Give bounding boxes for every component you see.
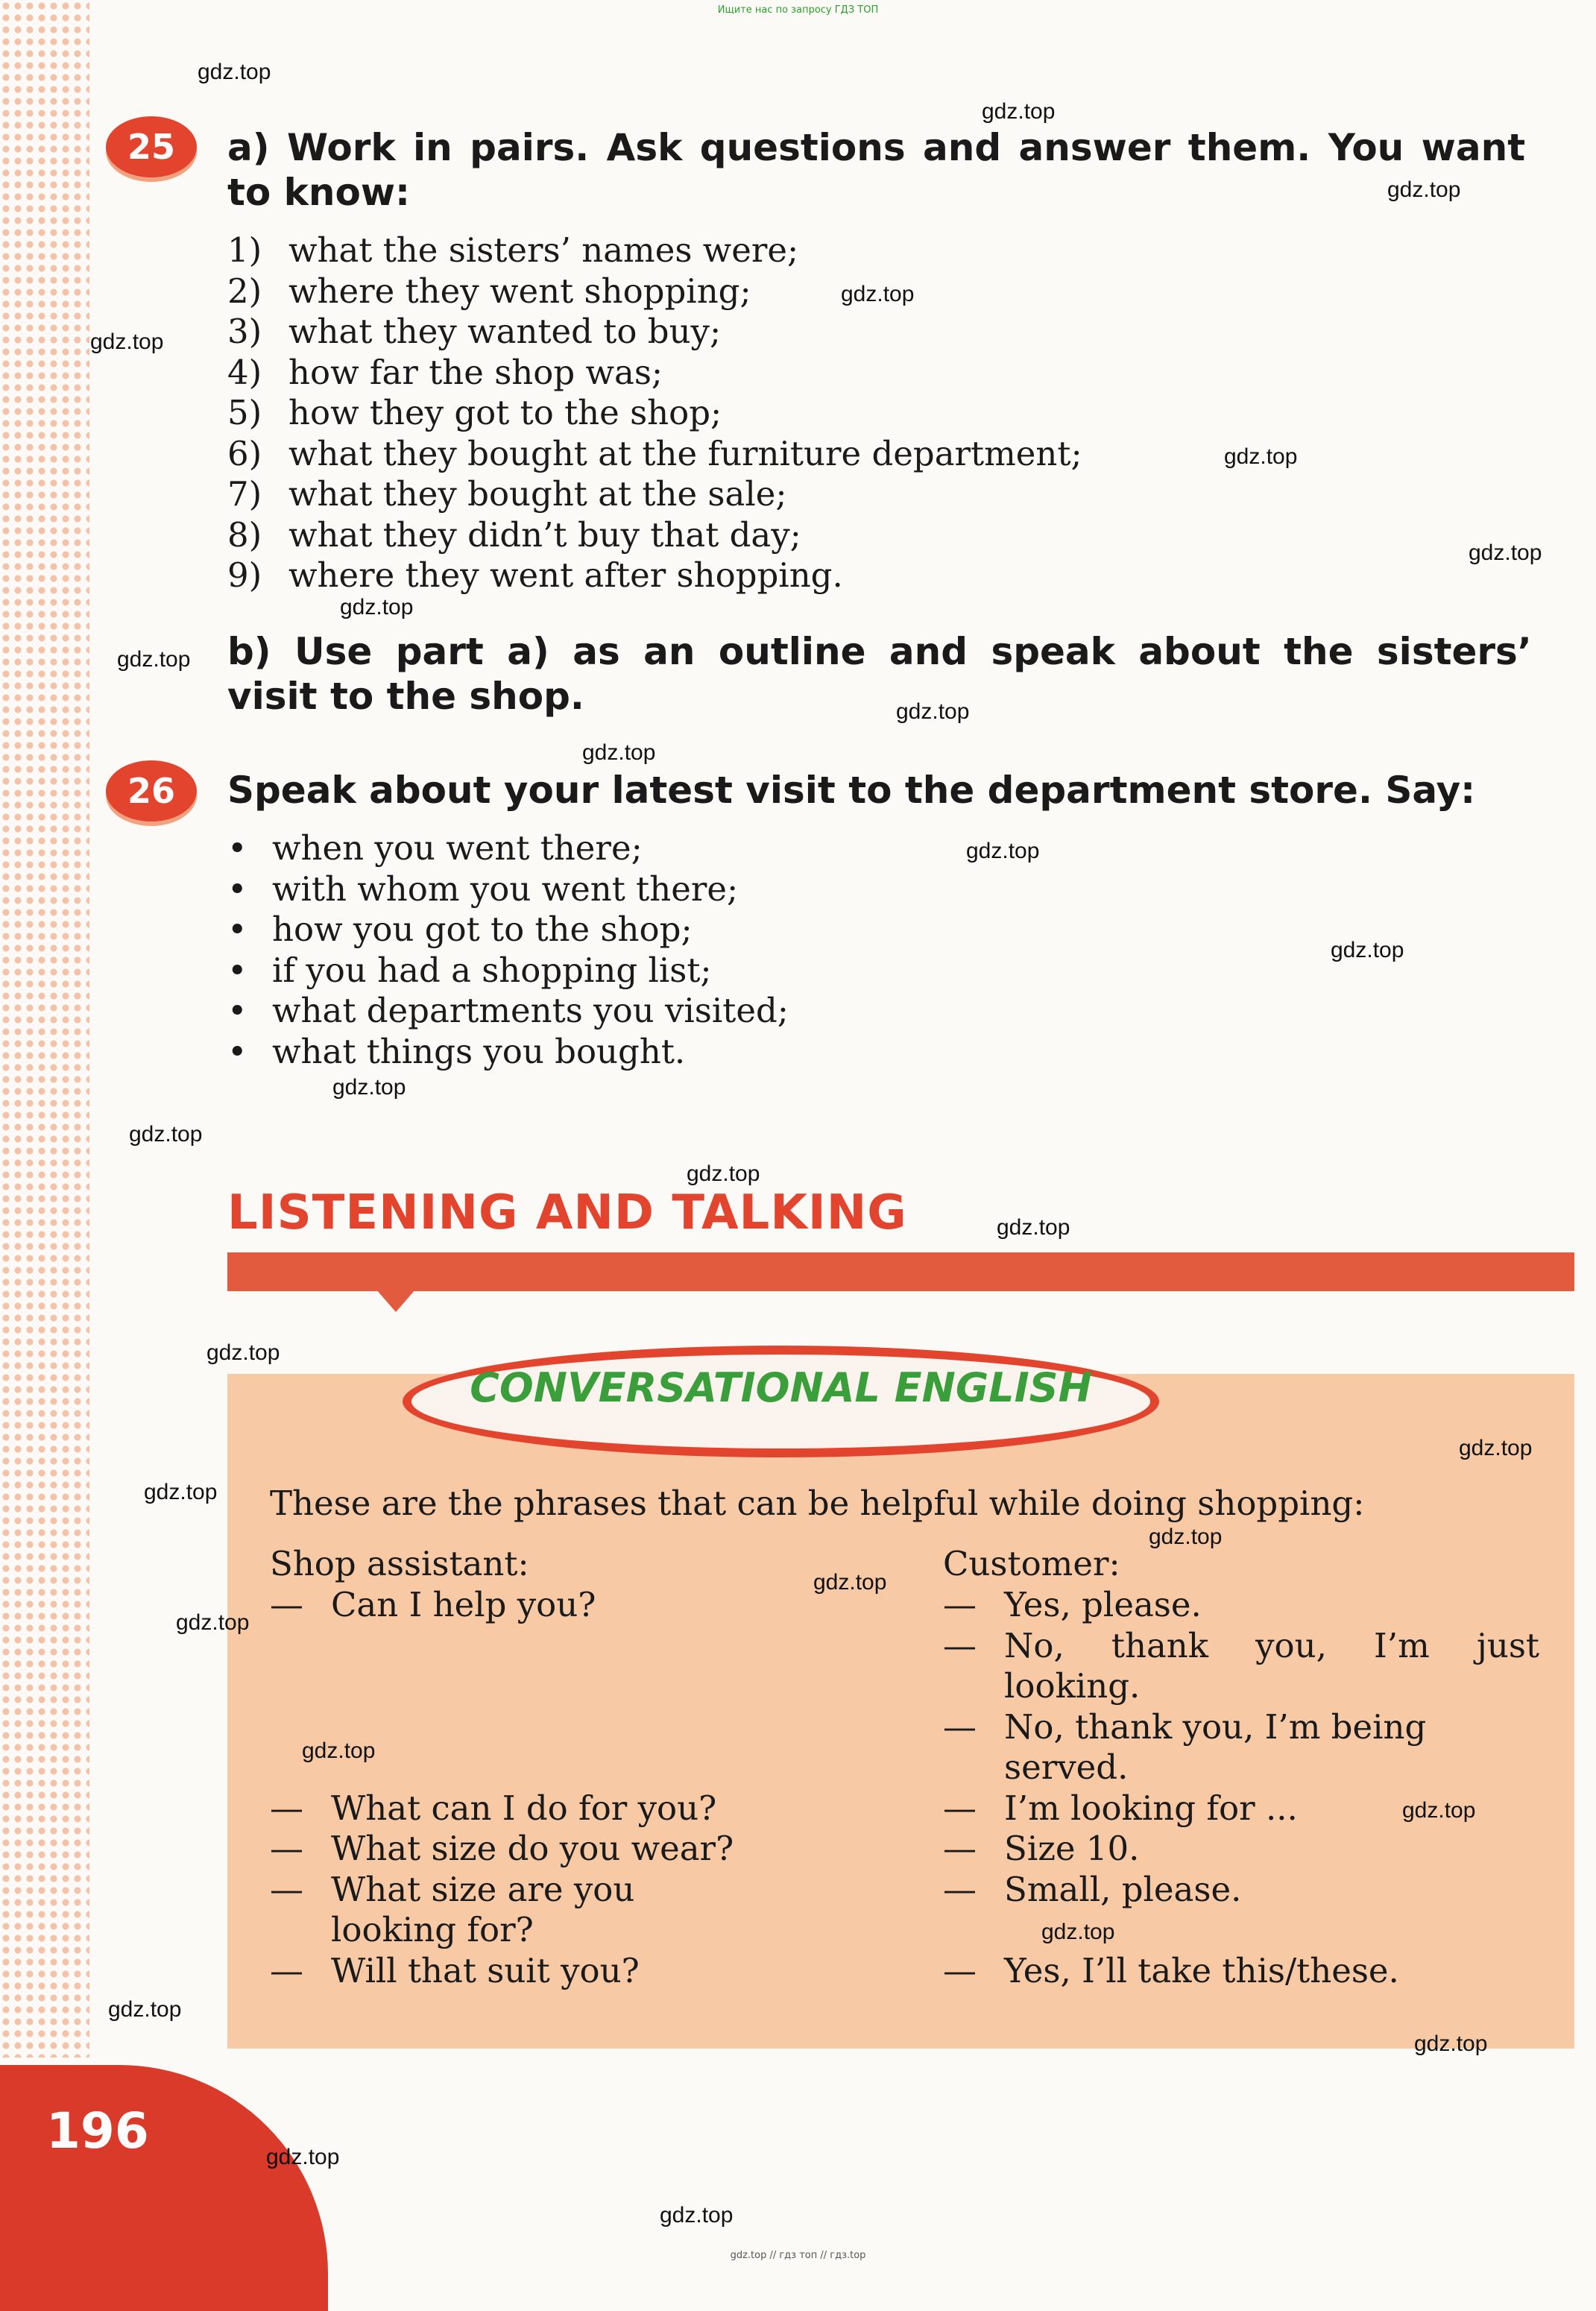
exercise-25-part-a-heading <box>227 125 1580 215</box>
watermark: gdz.top <box>302 1738 376 1763</box>
list-item: 3) what they wanted to buy; <box>227 312 722 351</box>
watermark: gdz.top <box>966 839 1040 863</box>
section-divider-bar <box>227 1252 1574 1291</box>
watermark: gdz.top <box>997 1215 1070 1240</box>
watermark: gdz.top <box>1149 1525 1223 1549</box>
watermark: gdz.top <box>687 1161 760 1186</box>
watermark: gdz.top <box>332 1075 406 1100</box>
exercise-26-badge: 26 <box>106 760 197 822</box>
watermark: gdz.top <box>896 699 970 724</box>
part-b-line-2: visit to the shop. <box>227 675 584 718</box>
watermark: gdz.top <box>117 647 191 672</box>
part-a-line-1: a) Work in pairs. Ask questions and answer them. You want <box>227 126 1526 169</box>
customer-phrases <box>943 1585 1539 1991</box>
watermark: gdz.top <box>129 1122 203 1147</box>
footer-note: gdz.top // гдз топ // гдз.top <box>730 2250 866 2261</box>
section-title: LISTENING AND TALKING <box>227 1185 907 1240</box>
watermark: gdz.top <box>198 60 271 84</box>
watermark: gdz.top <box>582 740 656 765</box>
watermark: gdz.top <box>982 99 1056 124</box>
watermark: gdz.top <box>206 1340 280 1365</box>
list-item: — What size are you looking for? <box>270 1869 635 1949</box>
list-item: — No, thank you, I’m being served. <box>943 1706 1427 1787</box>
watermark: gdz.top <box>266 2145 340 2169</box>
watermark: gdz.top <box>176 1610 250 1635</box>
exercise-26-bullet-list <box>227 828 789 1072</box>
list-item: 9) where they went after shopping. <box>227 555 843 595</box>
exercise-25-question-list <box>227 230 1082 596</box>
list-item: • what things you bought. <box>227 1031 686 1071</box>
watermark: gdz.top <box>660 2203 734 2228</box>
list-item: — Small, please. <box>943 1869 1242 1909</box>
list-item: — Can I help you? <box>270 1585 596 1624</box>
watermark: gdz.top <box>1402 1798 1476 1823</box>
watermark: gdz.top <box>108 1997 182 2022</box>
watermark: gdz.top <box>1041 1920 1115 1944</box>
list-item: 1) what the sisters’ names were; <box>227 230 799 270</box>
list-item: 6) what they bought at the furniture department; <box>227 433 1082 473</box>
watermark: gdz.top <box>1469 540 1542 565</box>
watermark: gdz.top <box>1414 2031 1488 2056</box>
list-item: — Yes, please. <box>943 1585 1202 1624</box>
shop-assistant-phrases <box>270 1585 881 1991</box>
watermark: gdz.top <box>1459 1436 1533 1460</box>
list-item: — What size do you wear? <box>270 1829 734 1868</box>
watermark: gdz.top <box>1331 938 1404 962</box>
list-item: • with whom you went there; <box>227 868 739 909</box>
exercise-26-heading: Speak about your latest visit to the department store. Say: <box>227 769 1476 812</box>
watermark: gdz.top <box>1224 444 1298 469</box>
watermark: gdz.top <box>841 282 915 306</box>
list-item: — I’m looking for ... <box>943 1788 1298 1828</box>
list-item: — Will that suit you? <box>270 1950 640 1990</box>
list-item: • what departments you visited; <box>227 991 789 1030</box>
list-item: 7) what they bought at the sale; <box>227 474 787 514</box>
part-a-line-2: to know: <box>227 171 411 214</box>
watermark: gdz.top <box>813 1570 887 1595</box>
part-b-line-1: b) Use part a) as an outline and speak about the sisters’ <box>227 630 1532 673</box>
list-item: 8) what they didn’t buy that day; <box>227 514 801 555</box>
watermark: gdz.top <box>340 595 414 619</box>
list-item: — Size 10. <box>943 1829 1140 1868</box>
list-item: — What can I do for you? <box>270 1788 717 1828</box>
watermark: gdz.top <box>90 330 164 354</box>
section-divider-notch <box>376 1290 415 1312</box>
list-item: • how you got to the shop; <box>227 909 693 949</box>
list-item: 5) how they got to the shop; <box>227 393 722 432</box>
list-item: 2) where they went shopping; <box>227 271 751 311</box>
list-item: — Yes, I’ll take this/these. <box>943 1950 1399 1990</box>
list-item: • if you had a shopping list; <box>227 950 712 990</box>
list-item: — No, thank you, I’m just looking. <box>943 1625 1539 1706</box>
dotted-margin-decoration <box>0 0 89 2058</box>
list-item: • when you went there; <box>227 828 643 868</box>
conversational-intro: These are the phrases that can be helpful while doing shopping: <box>270 1484 1365 1523</box>
page-number: 196 <box>46 2102 149 2160</box>
top-banner: Ищите нас по запросу ГДЗ ТОП <box>717 4 879 16</box>
watermark: gdz.top <box>1387 177 1461 202</box>
customer-heading: Customer: <box>943 1544 1120 1583</box>
watermark: gdz.top <box>144 1480 218 1504</box>
exercise-25-badge: 25 <box>106 116 197 177</box>
conversational-title: CONVERSATIONAL ENGLISH <box>470 1364 1092 1411</box>
shop-assistant-heading: Shop assistant: <box>270 1544 529 1583</box>
list-item: 4) how far the shop was; <box>227 352 663 392</box>
